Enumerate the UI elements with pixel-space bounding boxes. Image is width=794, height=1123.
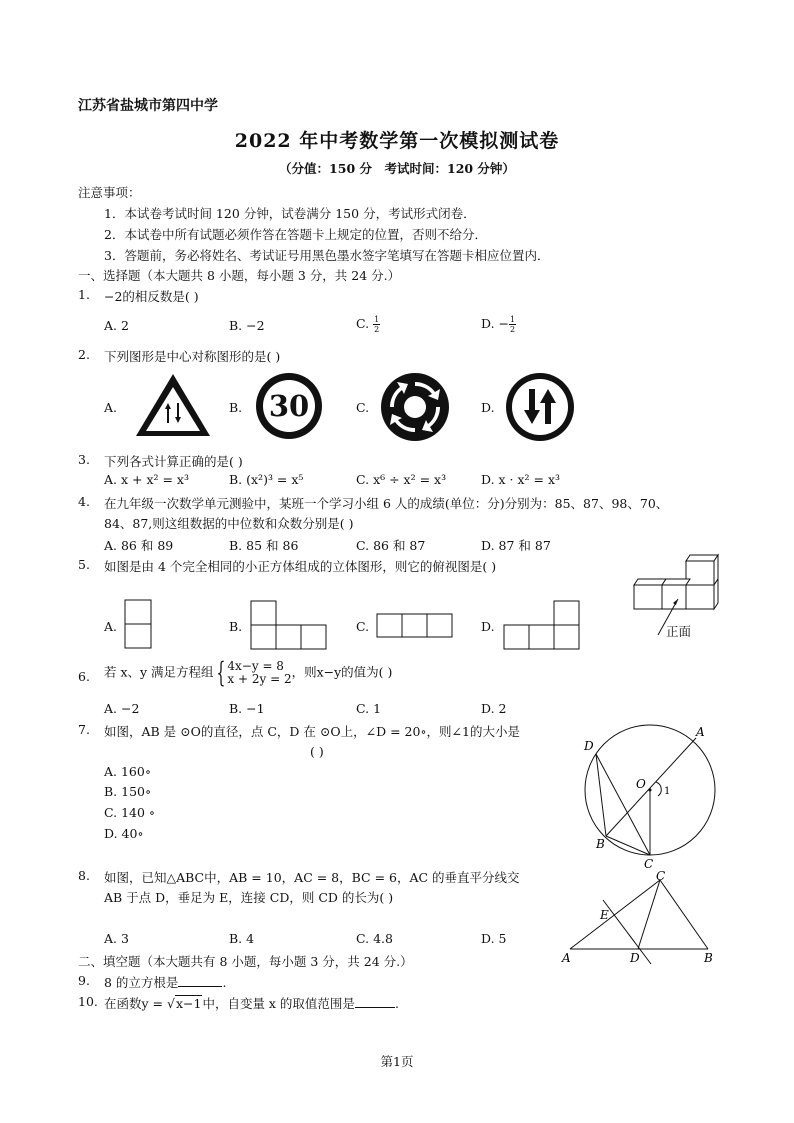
option-c-prefix: C. xyxy=(356,316,370,331)
top-view-d-icon xyxy=(503,600,583,652)
fraction xyxy=(509,315,516,334)
roundabout-sign-icon xyxy=(380,372,450,442)
question-stem: 下列各式计算正确的是( ) xyxy=(104,454,243,469)
notice-item: 2．本试卷中所有试题必须作答在答题卡上规定的位置，否则不给分． xyxy=(104,227,487,242)
point-a-label: A xyxy=(562,951,571,965)
two-way-arrows-sign-icon xyxy=(505,372,575,442)
radicand: x−1 xyxy=(175,996,202,1011)
option-d-prefix: D. − xyxy=(481,316,509,331)
point-c-label: C xyxy=(656,869,666,883)
exam-subtitle: （分值：150 分 考试时间：120 分钟） xyxy=(279,161,515,176)
page-number: 第1页 xyxy=(380,1054,414,1069)
question-number: 6. xyxy=(78,669,90,684)
angle-one-label: 1 xyxy=(664,786,671,797)
exam-title: 2022 年中考数学第一次模拟测试卷 xyxy=(234,130,560,152)
notice-item: 3．答题前，务必将姓名、考试证号用黑色墨水签字笔填写在答题卡相应位置内． xyxy=(104,248,550,263)
option-a: A. 86 和 89 xyxy=(104,538,174,553)
option-c: C. x⁶ ÷ x² = x³ xyxy=(356,472,447,487)
point-b-label: B xyxy=(596,837,605,851)
question-number: 3. xyxy=(78,452,90,467)
point-b-label: B xyxy=(704,951,713,965)
option-b: B. xyxy=(229,619,243,634)
option-c: C. xyxy=(356,619,370,634)
question-number: 7. xyxy=(78,722,90,737)
sqrt-sign-icon: √ xyxy=(166,996,175,1011)
option-d: D. xyxy=(481,400,495,415)
section-heading: 一、选择题（本大题共 8 小题，每小题 3 分，共 24 分.） xyxy=(78,268,401,283)
fraction-numerator: 1 xyxy=(374,315,380,324)
point-d-label: D xyxy=(584,739,594,753)
notice-item: 1．本试卷考试时间 120 分钟，试卷满分 150 分，考试形式闭卷． xyxy=(104,206,476,221)
notice-heading: 注意事项： xyxy=(78,185,141,200)
option-a: A. 3 xyxy=(104,931,129,946)
question-number: 10. xyxy=(78,994,98,1009)
option-d xyxy=(481,315,516,334)
option-a: A. x + x² = x³ xyxy=(104,472,189,487)
point-c-label: C xyxy=(644,857,654,871)
question-stem xyxy=(104,973,226,991)
option-d: D. 40∘ xyxy=(104,826,144,841)
school-name: 江苏省盐城市第四中学 xyxy=(78,98,218,114)
question-stem: 如图是由 4 个完全相同的小正方体组成的立体图形，则它的俯视图是( ) xyxy=(104,559,497,574)
question-stem-line2: AB 于点 D，垂足为 E，连接 CD，则 CD 的长为( ) xyxy=(104,890,394,905)
top-view-a-icon xyxy=(124,599,154,651)
option-b: B. 85 和 86 xyxy=(229,538,299,553)
stem-suffix: ，则x−y的值为( ) xyxy=(291,664,393,680)
equation-2: x + 2y = 2 xyxy=(227,672,292,686)
option-a: A. 2 xyxy=(104,318,129,333)
option-a: A. xyxy=(104,619,118,634)
front-view-label: 正面 xyxy=(666,624,692,639)
question-stem: 如图，AB 是 ⊙O的直径，点 C，D 在 ⊙O上，∠D = 20∘，则∠1的大小是 xyxy=(104,724,520,739)
section-heading: 二、填空题（本大题共有 8 小题，每小题 3 分，共 24 分.） xyxy=(78,954,413,969)
stem-prefix: 若 x、y 满足方程组 xyxy=(104,664,214,680)
fraction xyxy=(373,315,380,334)
question-stem-line1: 在九年级一次数学单元测验中，某班一个学习小组 6 人的成绩(单位：分)分别为：85、87、98、70、 xyxy=(104,496,669,511)
option-c: C. 4.8 xyxy=(356,931,393,946)
top-view-b-icon xyxy=(250,600,330,652)
option-a: A. xyxy=(104,400,118,415)
option-b: B. 150∘ xyxy=(104,784,152,799)
point-o-label: O xyxy=(636,777,646,791)
top-view-c-icon xyxy=(376,613,456,639)
answer-blank[interactable] xyxy=(355,995,395,1008)
question-number: 4. xyxy=(78,494,90,509)
option-c: C. xyxy=(356,400,370,415)
question-stem: −2的相反数是( ) xyxy=(104,289,199,304)
option-b: B. xyxy=(229,400,243,415)
option-c: C. 140 ∘ xyxy=(104,805,156,820)
option-a: A. −2 xyxy=(104,701,140,716)
equation-system xyxy=(227,660,291,686)
equation-1: 4x−y = 8 xyxy=(227,659,284,673)
question-number: 8. xyxy=(78,868,90,883)
question-stem xyxy=(104,656,393,689)
question-number: 9. xyxy=(78,973,90,988)
stem-end: . xyxy=(394,996,399,1011)
option-d: D. xyxy=(481,619,495,634)
option-c: C. 1 xyxy=(356,701,382,716)
option-d: D. 5 xyxy=(481,931,507,946)
fraction-denominator: 2 xyxy=(510,325,516,334)
brace-icon: { xyxy=(216,656,225,689)
triangle-geometry-figure xyxy=(556,868,724,968)
circle-geometry-figure xyxy=(578,718,728,873)
question-stem-line1: 如图，已知△ABC中，AB = 10，AC = 8，BC = 6，AC 的垂直平分线交 xyxy=(104,870,520,885)
point-d-label: D xyxy=(630,951,640,965)
warning-triangle-sign-icon xyxy=(134,371,212,439)
speed-limit-sign-icon xyxy=(250,372,328,440)
option-c xyxy=(356,315,380,334)
option-b: B. (x²)³ = x⁵ xyxy=(229,472,304,487)
question-stem: 下列图形是中心对称图形的是( ) xyxy=(104,349,281,364)
option-b: B. 4 xyxy=(229,931,255,946)
stem-text: 8 的立方根是 xyxy=(104,975,179,990)
option-d: D. 2 xyxy=(481,701,507,716)
stem-prefix: 在函数y = xyxy=(104,996,167,1011)
question-number: 2. xyxy=(78,347,90,362)
answer-blank[interactable] xyxy=(178,974,222,987)
option-b: B. −2 xyxy=(229,318,265,333)
question-number: 5. xyxy=(78,557,90,572)
stem-suffix: 中，自变量 x 的取值范围是 xyxy=(202,996,355,1011)
point-e-label: E xyxy=(600,908,609,922)
fraction-denominator: 2 xyxy=(374,325,380,334)
question-stem-line2: 84、87,则这组数据的中位数和众数分别是( ) xyxy=(104,516,354,531)
fraction-numerator: 1 xyxy=(510,315,516,324)
option-b: B. −1 xyxy=(229,701,265,716)
option-c: C. 86 和 87 xyxy=(356,538,426,553)
speed-limit-text: 30 xyxy=(268,389,310,423)
question-number: 1. xyxy=(78,287,90,302)
option-d: D. 87 和 87 xyxy=(481,538,551,553)
stem-end: . xyxy=(222,975,227,990)
option-a: A. 160∘ xyxy=(104,764,151,779)
question-stem xyxy=(104,994,399,1012)
answer-parentheses: ( ) xyxy=(310,744,324,759)
option-d: D. x · x² = x³ xyxy=(481,472,561,487)
point-a-label: A xyxy=(696,725,705,739)
